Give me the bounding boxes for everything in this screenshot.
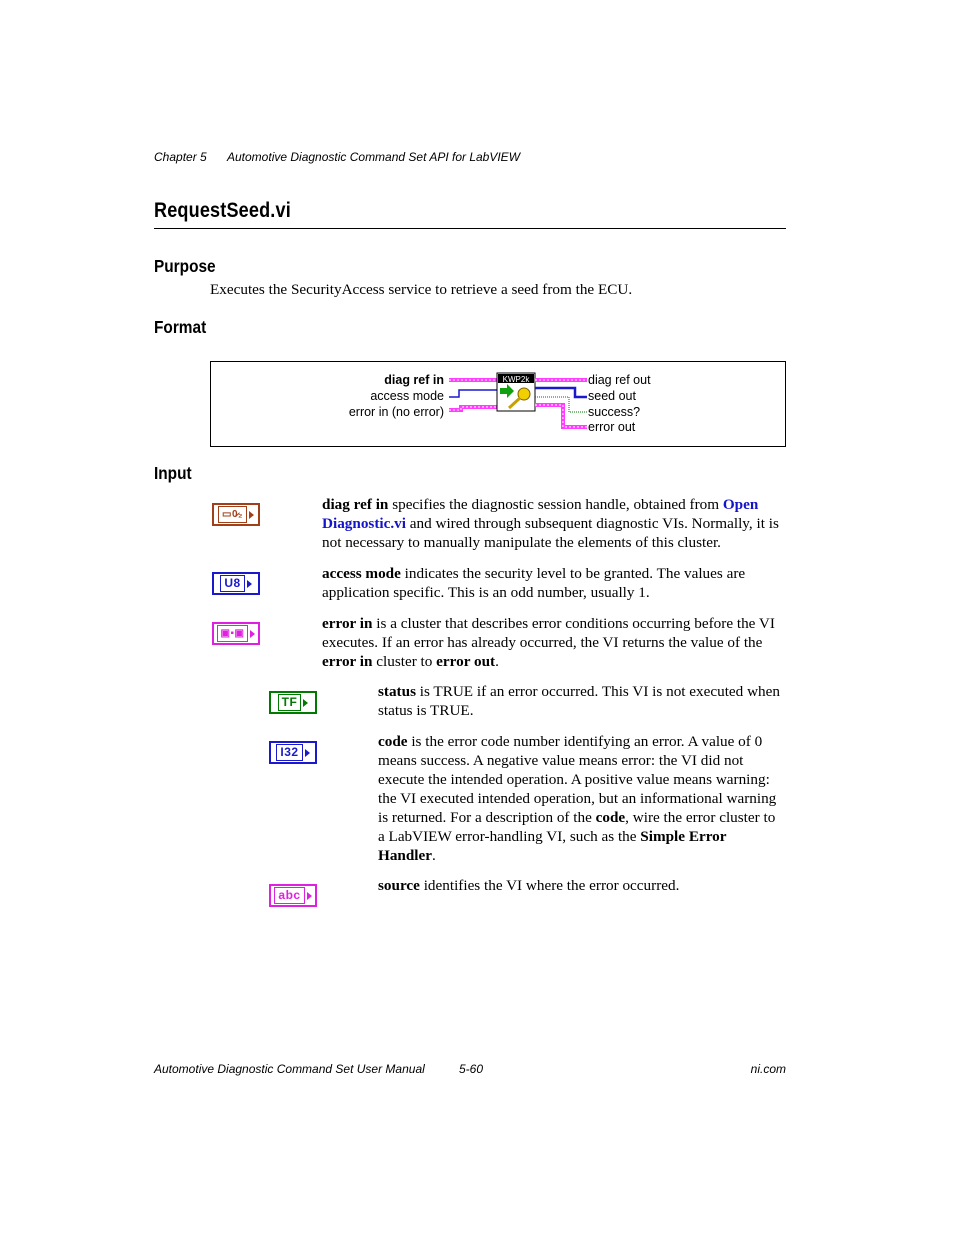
- terminal-seed-out: seed out: [588, 389, 636, 403]
- boolean-icon: TF: [269, 691, 317, 714]
- cluster-icon: ▭0̷₂: [212, 503, 260, 526]
- string-icon: abc: [269, 884, 317, 907]
- wire-seed-out: [535, 388, 587, 397]
- wire-error-out: [535, 405, 587, 427]
- wire-access-mode: [449, 390, 497, 397]
- vi-icon: [497, 373, 535, 411]
- terminal-success: success?: [588, 405, 641, 419]
- param-source: source identifies the VI where the error occurred.: [378, 877, 680, 894]
- open-diagnostic-link[interactable]: Open Diagnostic.vi: [322, 496, 759, 532]
- param-error-in: error in is a cluster that describes error conditions occurring before the VI executes. If an error has already occurred, the VI returns the value of the error in cluster to error out.: [322, 615, 775, 670]
- error-cluster-icon: ▣▪▣: [212, 622, 260, 645]
- vi-connector-diagram: [447, 372, 587, 436]
- footer-website: ni.com: [750, 1062, 786, 1076]
- purpose-heading: Purpose: [154, 256, 216, 276]
- param-diag-ref-in: diag ref in specifies the diagnostic session handle, obtained from Open Diagnostic.vi and wired through subsequent diagnostic VIs. Normally, it is not necessary to manually manipulate the elements of this cluster.: [322, 496, 779, 551]
- wire-error-in: [449, 407, 497, 410]
- page-title: RequestSeed.vi: [154, 199, 291, 222]
- footer-page-number: 5-60: [459, 1062, 484, 1076]
- param-code: code is the error code number identifying an error. A value of 0 means success. A negative value means error: the VI did not execute the intended operation. A positive value means warning: the VI executed intended operation, but an informational warning is returned. For a description of the code, wire the error cluster to a LabVIEW error-handling VI, such as the Simple Error Handler.: [378, 733, 777, 864]
- i32-icon: I32: [269, 741, 317, 764]
- format-heading: Format: [154, 317, 207, 337]
- terminal-error-out: error out: [588, 420, 636, 434]
- running-header-chapter: Chapter 5: [154, 150, 207, 164]
- u8-icon: U8: [212, 572, 260, 595]
- format-diagram-box: [210, 361, 786, 447]
- terminal-diag-ref-in: diag ref in: [384, 373, 444, 387]
- title-rule: [154, 228, 786, 229]
- terminal-error-in: error in (no error): [348, 405, 444, 419]
- terminal-access-mode: access mode: [370, 389, 444, 403]
- footer-manual-title: Automotive Diagnostic Command Set User Manual: [154, 1062, 425, 1076]
- param-status: status is TRUE if an error occurred. This VI is not executed when status is TRUE.: [378, 683, 780, 719]
- purpose-text: Executes the SecurityAccess service to retrieve a seed from the ECU.: [210, 281, 633, 298]
- running-header-section: Automotive Diagnostic Command Set API for LabVIEW: [227, 150, 521, 164]
- vi-icon-label: KWP2k: [502, 375, 530, 384]
- terminal-diag-ref-out: diag ref out: [588, 373, 651, 387]
- input-heading: Input: [154, 463, 192, 483]
- param-access-mode: access mode indicates the security level to be granted. The values are application specific. This is an odd number, usually 1.: [322, 565, 746, 601]
